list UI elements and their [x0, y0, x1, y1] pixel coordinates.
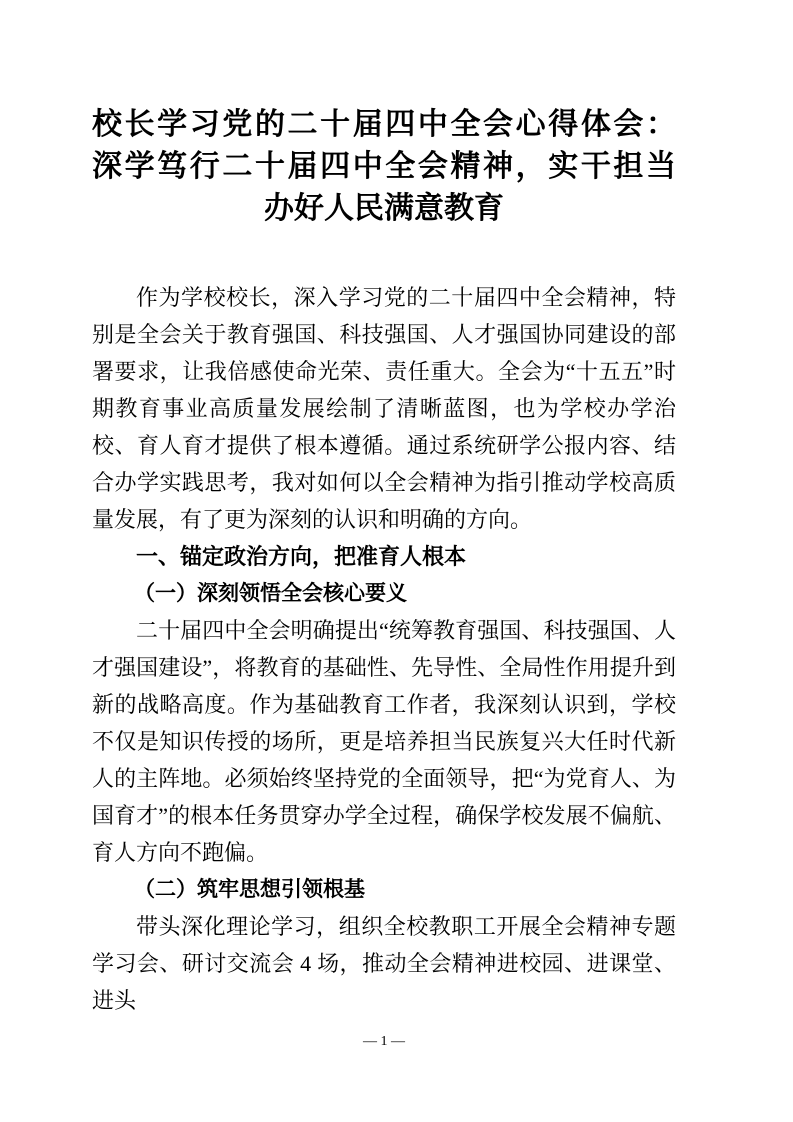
document-content [92, 104, 676, 1019]
document-title [92, 104, 676, 230]
page-number: — 1 — [363, 1034, 405, 1049]
intro-paragraph: 作为学校校长，深入学习党的二十届四中全会精神，特别是全会关于教育强国、科技强国、人才强国协同建设的部署要求，让我倍感使命光荣、责任重大。全会为“十五五”时期教育事业高质量发展绘制了清晰蓝图，也为学校办学治校、育人育才提供了根本遵循。通过系统研学公报内容、结合办学实践思考，我对如何以全会精神为指引推动学校高质量发展，有了更为深刻的认识和明确的方向。 [92, 285, 676, 532]
subsection-1-1-paragraph: 二十届四中全会明确提出“统筹教育强国、科技强国、人才强国建设”，将教育的基础性、先导性、全局性作用提升到新的战略高度。作为基础教育工作者，我深刻认识到，学校不仅是知识传授的场所，更是培养担当民族复兴大任时代新人的主阵地。必须始终坚持党的全面领导，把“为党育人、为国育才”的根本任务贯穿办学全过程，确保学校发展不偏航、育人方向不跑偏。 [92, 618, 676, 865]
subsection-heading-1-2: （二）筑牢思想引领根基 [134, 877, 365, 901]
subsection-heading-1-1: （一）深刻领悟全会核心要义 [134, 581, 407, 605]
title-line-3: 办好人民满意教育 [264, 192, 504, 225]
page-footer [92, 1032, 676, 1052]
title-line-1: 校长学习党的二十届四中全会心得体会： [92, 108, 676, 141]
section-heading-1: 一、锚定政治方向，把准育人根本 [136, 544, 467, 569]
subsection-1-2-paragraph: 带头深化理论学习，组织全校教职工开展全会精神专题学习会、研讨交流会 4 场，推动全会精神进校园、进课堂、进头 [92, 914, 676, 1013]
title-line-2: 深学笃行二十届四中全会精神，实干担当 [92, 150, 676, 183]
